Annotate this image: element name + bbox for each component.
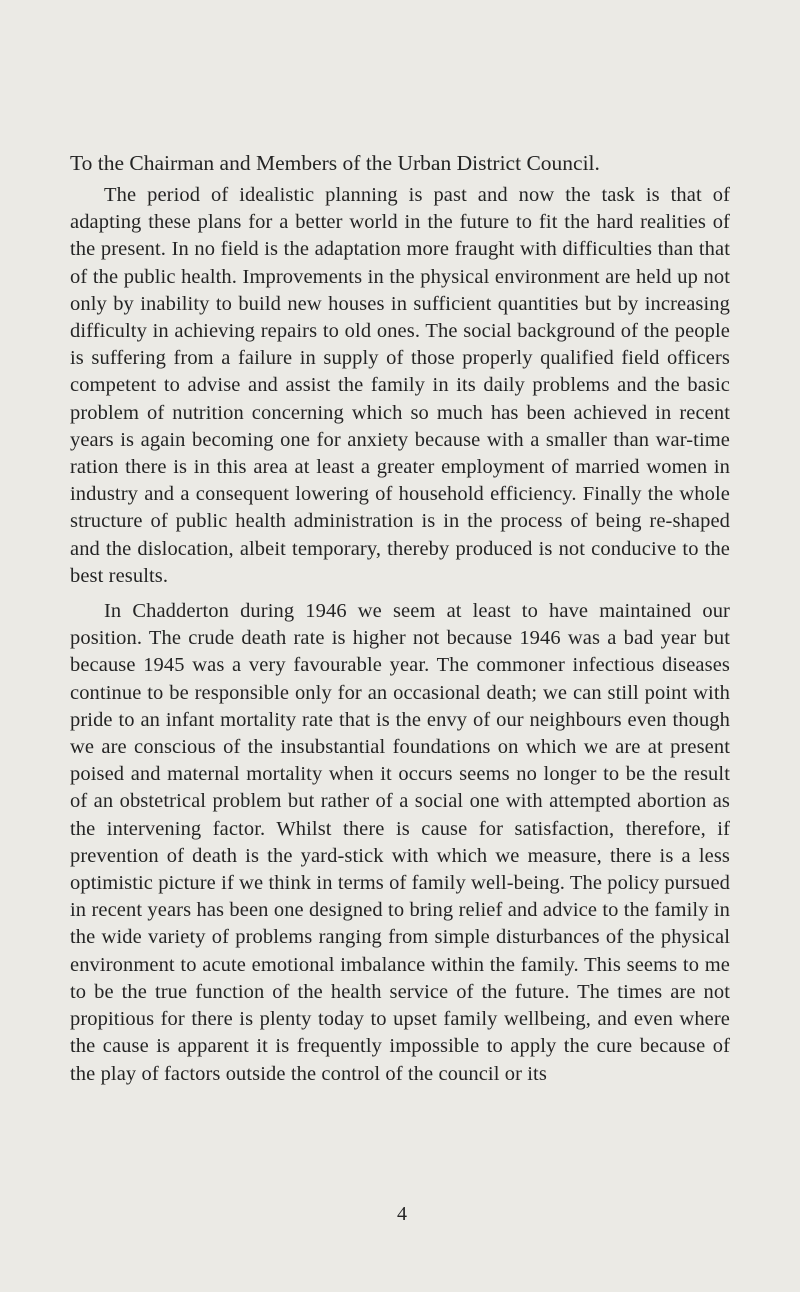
paragraph-chadderton: In Chadderton during 1946 we seem at least to have maintained our position. The crude death rate is higher not because 1946 was a bad year but because 1945 was a very favourable year. The commoner infectious diseases continue to be responsible only for an occasional death; we can still point with pride to an infant mortality rate that is the envy of our neighbours even though we are conscious of the insubstantial foundations on which we are at present poised and maternal mortality when it occurs seems no longer to be the result of an obstetrical problem but rather of a social one with attempted abortion as the intervening factor. Whilst there is cause for satisfaction, therefore, if prevention of death is the yard-stick with which we measure, there is a less optimistic picture if we think in terms of family well-being. The policy pursued in recent years has been one designed to bring relief and advice to the family in the wide variety of problems ranging from simple disturbances of the physical environment to acute emotional imbalance within the family. This seems to me to be the true function of the health service of the future. The times are not propitious for there is plenty today to upset family wellbeing, and even where the cause is apparent it is frequently impossible to apply the cure because of the play of factors outside the control of the council or its — [70, 600, 730, 1085]
salutation: To the Chairman and Members of the Urban District Council. — [70, 151, 600, 175]
page-number: 4 — [397, 1203, 407, 1225]
report-body — [70, 182, 730, 1088]
paragraph-planning: The period of idealistic planning is past and now the task is that of adapting these plans for a better world in the future to fit the hard realities of the present. In no field is the adaptation more fraught with difficulties than that of the public health. Improvements in the physical environment are held up not only by inability to build new houses in sufficient quantities but by increasing difficulty in achieving repairs to old ones. The social background of the people is suffering from a failure in supply of those properly qualified field officers competent to advise and assist the family in its daily problems and the basic problem of nutrition concerning which so much has been achieved in recent years is again becoming one for anxiety because with a smaller than war-time ration there is in this area at least a greater employment of married women in industry and a consequent lowering of household efficiency. Finally the whole structure of public health administration is in the process of being re-shaped and the dislocation, albeit temporary, thereby produced is not conducive to the best results. — [70, 184, 730, 587]
